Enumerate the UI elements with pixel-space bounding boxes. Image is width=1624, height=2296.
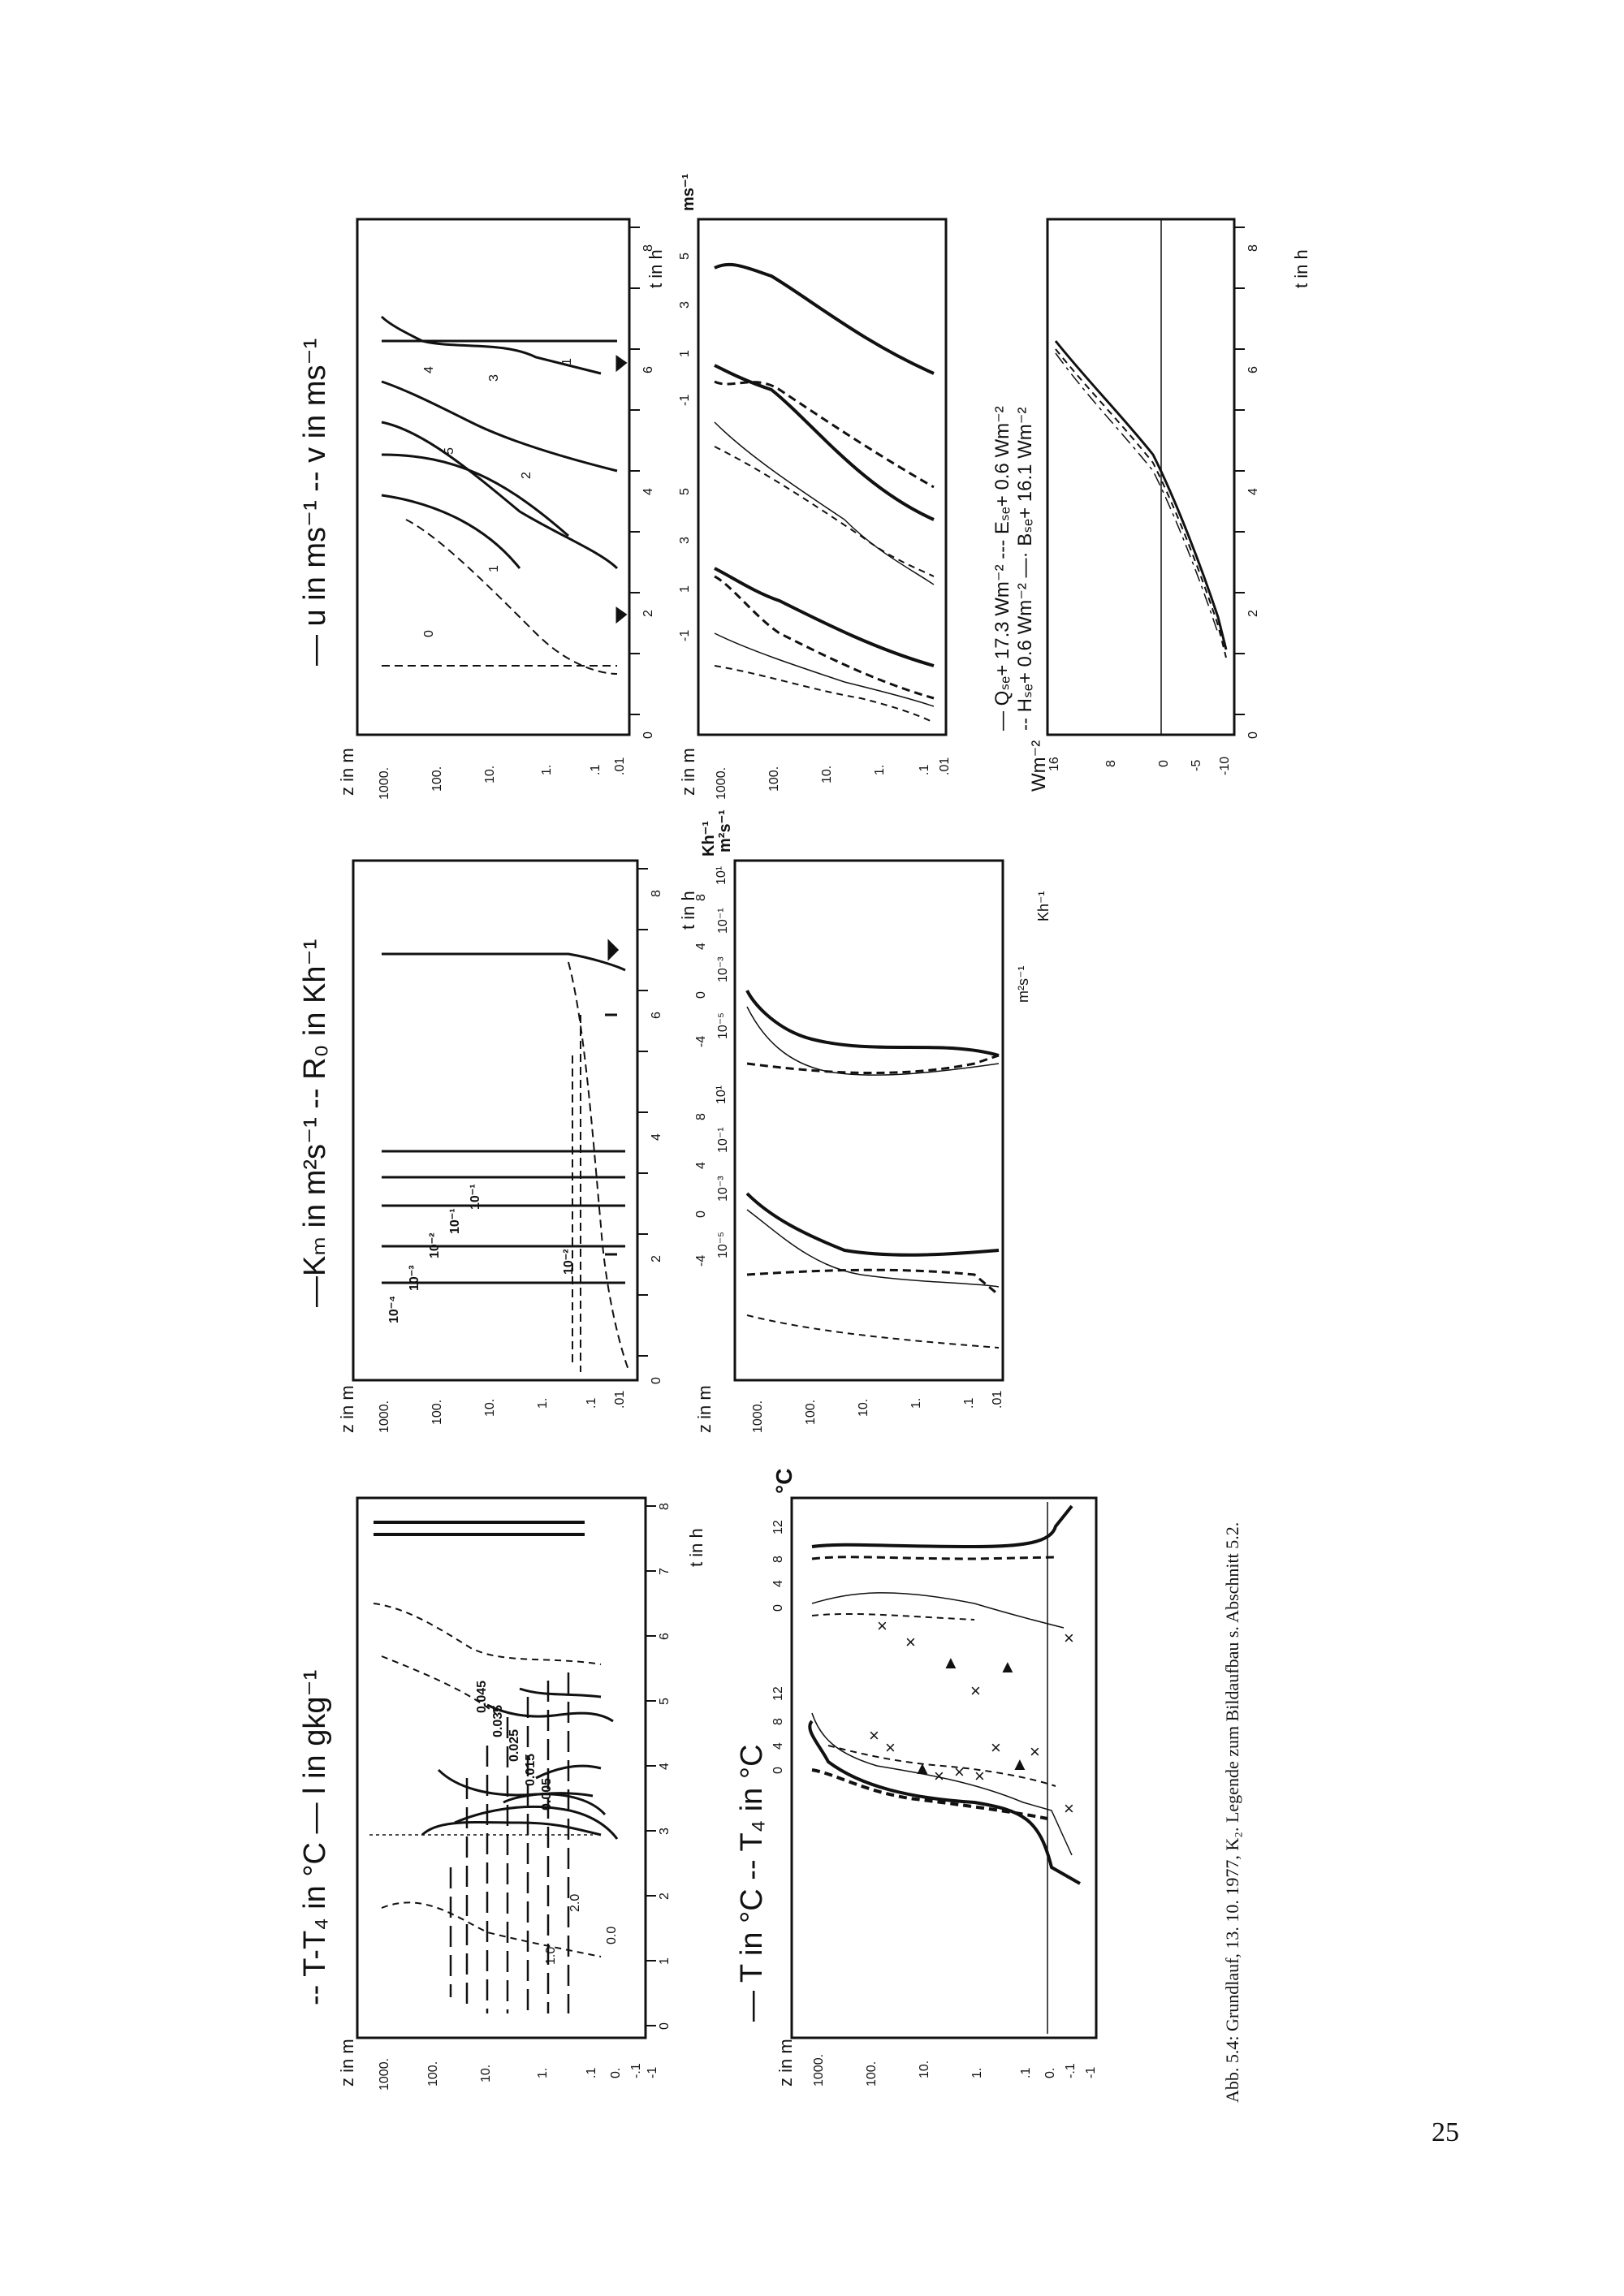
z-tick: 1. xyxy=(970,2067,984,2078)
kh-tick: -4 xyxy=(694,1035,708,1047)
contour-label: 4 xyxy=(422,366,436,373)
k-tick: 10⁻³ xyxy=(716,956,730,982)
z-tick: 10. xyxy=(820,765,834,783)
t-tick: 6 xyxy=(658,1633,672,1640)
z-tick: .1 xyxy=(962,1397,976,1409)
contour-label: 0.045 xyxy=(475,1680,489,1713)
z-tick: 1000. xyxy=(378,1400,391,1433)
kh-tick: 4 xyxy=(694,1162,708,1169)
t-tick: 0 xyxy=(641,732,655,739)
z-tick: 1000. xyxy=(812,2053,826,2087)
flux-tick: 8 xyxy=(1104,760,1118,767)
k-tick: 10⁻¹ xyxy=(716,1127,730,1153)
z-tick: .1 xyxy=(1019,2067,1033,2078)
t-tick: 2 xyxy=(650,1255,663,1262)
t-axis-label: t in h xyxy=(678,891,698,930)
svg-text:×: × xyxy=(1064,1798,1074,1819)
z-tick: -.1 xyxy=(1064,2063,1078,2078)
z-tick: .1 xyxy=(585,1397,598,1409)
col3-flux-unit: Wm⁻² xyxy=(1028,740,1050,792)
col2-title: —Kₘ in m²s⁻¹ -- R₀ in Kh⁻¹ xyxy=(298,939,332,1307)
wind-tick: 5 xyxy=(678,488,692,495)
z-axis-label: z in m xyxy=(775,2039,796,2087)
z-tick: 10. xyxy=(479,2064,493,2082)
kh-tick: 0 xyxy=(694,991,708,999)
svg-text:×: × xyxy=(991,1737,1001,1758)
k-tick: 10⁻⁵ xyxy=(716,1012,730,1039)
t-tick: 0 xyxy=(1246,732,1260,739)
svg-text:×: × xyxy=(974,1766,985,1786)
z-tick: 100. xyxy=(865,2061,879,2087)
contour-label: 10⁻² xyxy=(562,1249,576,1275)
t-tick: 5 xyxy=(658,1698,672,1705)
wind-tick: 1 xyxy=(678,585,692,593)
svg-text:▲: ▲ xyxy=(999,1656,1017,1677)
temp-tick: 8 xyxy=(771,1718,785,1725)
svg-text:×: × xyxy=(970,1681,981,1701)
z-axis-label: z in m xyxy=(694,1385,715,1433)
contour-label: 0 xyxy=(422,630,436,637)
k-tick: 10⁻³ xyxy=(716,1176,730,1202)
z-tick: 100. xyxy=(430,1399,444,1425)
z-tick: .01 xyxy=(991,1390,1004,1409)
contour-label: 1 xyxy=(487,565,501,572)
t-tick: 0 xyxy=(650,1377,663,1384)
contour-label: 1 xyxy=(560,358,574,365)
contour-label: 0.005 xyxy=(540,1777,554,1810)
z-tick: 1000. xyxy=(751,1400,765,1433)
panel-diffusion-profiles xyxy=(735,861,1003,1380)
flux-tick: 16 xyxy=(1047,757,1061,771)
z-tick: 1000. xyxy=(378,766,391,800)
z-tick: .1 xyxy=(585,2067,598,2078)
z-axis-label: z in m xyxy=(337,1385,357,1433)
col3-legend-line-1: — Qₛₑ+ 17.3 Wm⁻² --- Eₛₑ+ 0.6 Wm⁻² xyxy=(991,406,1013,731)
z-axis-label: z in m xyxy=(337,2039,357,2087)
t-tick: 7 xyxy=(658,1568,672,1575)
t-tick: 3 xyxy=(658,1828,672,1835)
svg-text:▲: ▲ xyxy=(914,1758,931,1778)
panel-temperature-contour xyxy=(357,1498,646,2038)
contour-label: 3 xyxy=(487,374,501,382)
z-tick: .01 xyxy=(613,1390,627,1409)
z-tick: 100. xyxy=(426,2061,440,2087)
t-tick: 8 xyxy=(650,890,663,897)
t-tick: 0 xyxy=(658,2022,672,2030)
z-tick: 1. xyxy=(909,1397,923,1409)
wind-tick: 3 xyxy=(678,537,692,544)
svg-text:▲: ▲ xyxy=(1011,1754,1029,1774)
kh-tick: 8 xyxy=(694,1113,708,1120)
temp-tick: 4 xyxy=(771,1742,785,1750)
wind-tick: 1 xyxy=(678,350,692,357)
unit-bottom2: Kh⁻¹ xyxy=(1035,891,1052,921)
contour-label: 2 xyxy=(520,472,533,479)
z-axis-label: z in m xyxy=(337,748,357,796)
col3-title: — u in ms⁻¹ -- v in ms⁻¹ xyxy=(298,338,332,666)
kh-tick: -4 xyxy=(694,1254,708,1267)
z-tick: 1. xyxy=(540,764,554,775)
svg-text:×: × xyxy=(934,1766,944,1786)
t-tick: 2 xyxy=(641,610,655,617)
svg-text:×: × xyxy=(869,1725,879,1746)
t-tick: 8 xyxy=(641,244,655,252)
contour-label: 0.035 xyxy=(491,1704,505,1737)
wind-tick: 5 xyxy=(678,252,692,260)
z-tick: 1000. xyxy=(715,766,728,800)
z-tick: 10. xyxy=(857,1398,870,1417)
temp-tick: 12 xyxy=(771,1520,785,1534)
figure-caption: Abb. 5.4: Grundlauf, 13. 10. 1977, K₂. Legende zum Bildaufbau s. Abschnitt 5.2. xyxy=(1222,1521,1242,2103)
contour-label: 10⁻⁴ xyxy=(387,1295,401,1323)
contour-label: 10⁻¹ xyxy=(469,1184,482,1210)
temp-tick: 12 xyxy=(771,1686,785,1701)
contour-label: 0.015 xyxy=(524,1753,538,1786)
flux-tick: -10 xyxy=(1218,756,1232,775)
contour-label: 0.0 xyxy=(605,1926,619,1944)
k-tick: 10¹ xyxy=(715,1085,728,1104)
t-tick: 6 xyxy=(1246,366,1260,373)
t-axis-label: t in h xyxy=(1291,249,1311,288)
contour-label: 10⁻² xyxy=(428,1232,442,1258)
t-tick: 2 xyxy=(1246,610,1260,617)
flux-tick: -5 xyxy=(1190,759,1203,771)
z-tick: 10. xyxy=(483,765,497,783)
contour-label: 10⁻³ xyxy=(408,1265,421,1291)
panel-surface-flux xyxy=(1047,219,1234,735)
col2-unit-top: Kh⁻¹ xyxy=(700,821,718,857)
t-tick: 6 xyxy=(641,366,655,373)
wind-tick: 3 xyxy=(678,301,692,309)
contour-label: 0.025 xyxy=(508,1728,521,1762)
t-tick: 6 xyxy=(650,1012,663,1019)
contour-label: 10⁻¹ xyxy=(448,1208,462,1234)
z-tick: 0. xyxy=(1043,2067,1057,2078)
z-tick: 0. xyxy=(609,2067,623,2078)
z-tick: 100. xyxy=(430,766,444,792)
z-tick: 10. xyxy=(918,2060,931,2078)
z-tick: 1. xyxy=(536,1397,550,1409)
t-tick: 4 xyxy=(1246,488,1260,495)
contour-label: 5 xyxy=(443,447,456,455)
col3-legend-line-2: -- Hₛₑ+ 0.6 Wm⁻² —· Bₛₑ+ 16.1 Wm⁻² xyxy=(1014,407,1036,731)
t-axis-label: t in h xyxy=(686,1528,706,1567)
z-axis-label: z in m xyxy=(678,748,698,796)
t-tick: 4 xyxy=(658,1763,672,1770)
k-tick: 10⁻⁵ xyxy=(716,1232,730,1258)
z-tick: .01 xyxy=(613,757,627,775)
panel-wind-contour xyxy=(357,219,629,735)
z-tick: 10. xyxy=(483,1398,497,1417)
z-tick: 1. xyxy=(873,764,887,775)
temp-tick: 0 xyxy=(771,1767,785,1774)
z-tick: -1 xyxy=(1084,2066,1098,2078)
z-tick: .01 xyxy=(938,757,952,775)
t-tick: 2 xyxy=(658,1892,672,1900)
z-tick: 100. xyxy=(804,1399,818,1425)
temp-tick: 8 xyxy=(771,1556,785,1563)
z-tick: -.1 xyxy=(629,2063,643,2078)
col1-deg-unit: °C xyxy=(771,1468,797,1494)
col2-unit-top2: m²s⁻¹ xyxy=(716,809,734,852)
t-axis-label: t in h xyxy=(646,249,666,288)
flux-tick: 0 xyxy=(1157,760,1171,767)
contour-label: 1.0 xyxy=(544,1946,558,1965)
page-number: 25 xyxy=(1432,2117,1459,2147)
temp-tick: 0 xyxy=(771,1604,785,1612)
k-tick: 10⁻¹ xyxy=(716,908,730,934)
z-tick: 1. xyxy=(536,2067,550,2078)
svg-text:▲: ▲ xyxy=(942,1652,960,1672)
kh-tick: 8 xyxy=(694,894,708,901)
z-tick: 1000. xyxy=(378,2057,391,2091)
kh-tick: 4 xyxy=(694,943,708,950)
col1-title: -- T-T₄ in °C — l in gkg⁻¹ xyxy=(298,1669,332,2005)
z-tick: -1 xyxy=(646,2066,659,2078)
t-tick: 1 xyxy=(658,1957,672,1965)
unit-bottom: m²s⁻¹ xyxy=(1015,965,1031,1003)
z-tick: .1 xyxy=(589,764,603,775)
z-tick: 100. xyxy=(767,766,781,792)
svg-text:×: × xyxy=(905,1632,916,1652)
z-tick: .1 xyxy=(918,764,931,775)
svg-text:×: × xyxy=(885,1737,896,1758)
svg-text:×: × xyxy=(954,1762,965,1782)
col3-unit: ms⁻¹ xyxy=(680,173,698,211)
t-tick: 8 xyxy=(658,1503,672,1510)
k-tick: 10¹ xyxy=(715,865,728,885)
temp-tick: 4 xyxy=(771,1580,785,1587)
svg-text:×: × xyxy=(877,1616,888,1636)
contour-label: 2.0 xyxy=(568,1893,582,1912)
svg-text:×: × xyxy=(1064,1628,1074,1648)
t-tick: 8 xyxy=(1246,244,1260,252)
wind-tick: -1 xyxy=(678,629,692,641)
col1-bottom-title: — T in °C -- T₄ in °C xyxy=(735,1744,769,2022)
t-tick: 4 xyxy=(641,488,655,495)
wind-tick: -1 xyxy=(678,394,692,406)
t-tick: 4 xyxy=(650,1133,663,1141)
svg-text:×: × xyxy=(1030,1741,1040,1762)
kh-tick: 0 xyxy=(694,1211,708,1218)
